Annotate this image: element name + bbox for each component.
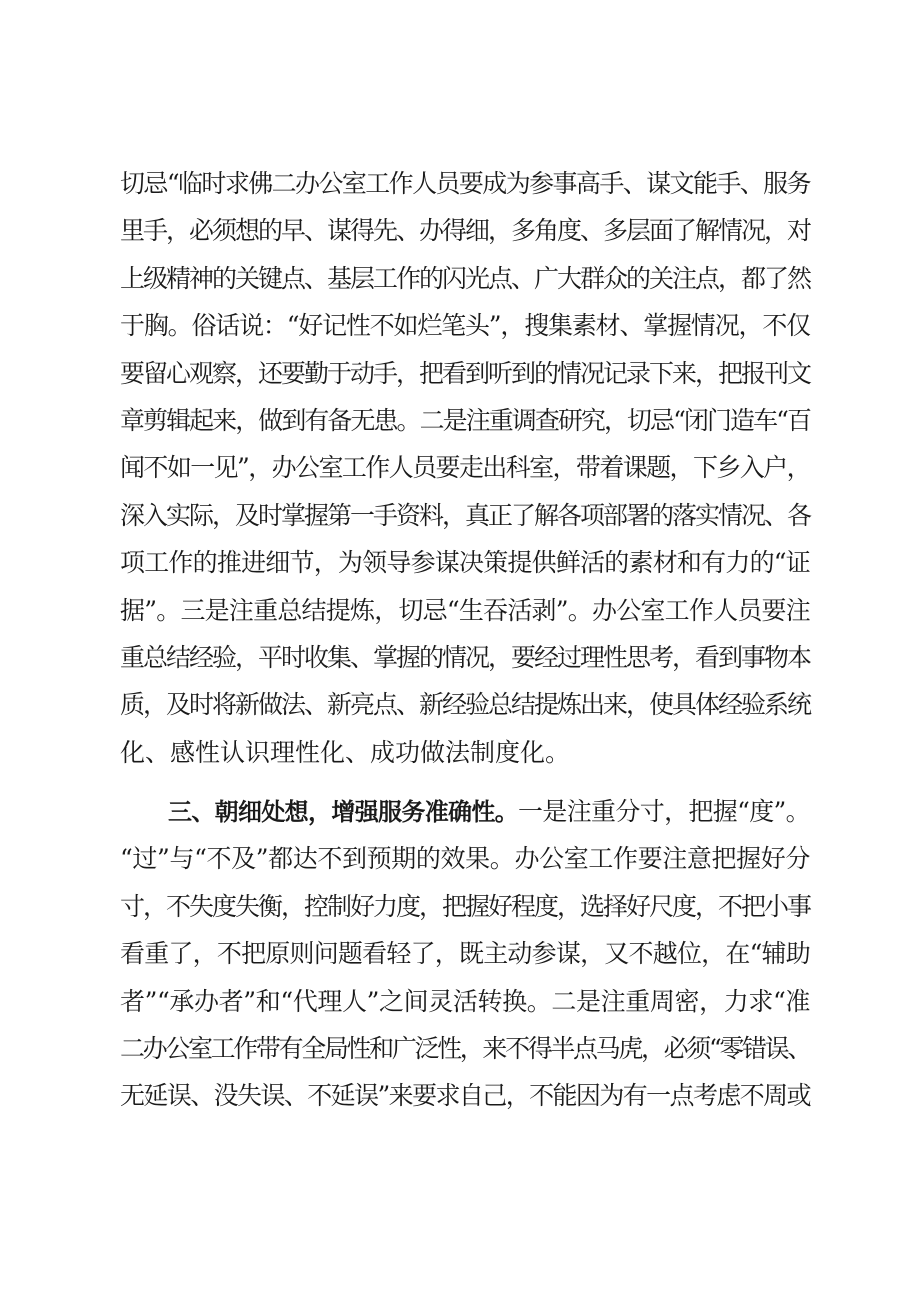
text-line: 要留心观察，还要勤于动手，把看到听到的情况记录下来，把报刊文 <box>120 358 810 388</box>
text-line: 重总结经验，平时收集、掌握的情况，要经过理性思考，看到事物本 <box>120 642 810 672</box>
text-line: 看重了，不把原则问题看轻了，既主动参谋，又不越位，在“辅助 <box>120 939 810 969</box>
text-line: 闻不如一见”，办公室工作人员要走出科室，带着课题，下乡入户， <box>120 453 810 483</box>
document-body <box>120 160 810 1120</box>
text-line: 深入实际，及时掌握第一手资料，真正了解各项部署的落实情况、各 <box>120 500 810 530</box>
text-line: “过”与“不及”都达不到预期的效果。办公室工作要注意把握好分 <box>120 844 810 874</box>
paragraph-2 <box>120 788 810 1120</box>
text-line: 上级精神的关键点、基层工作的闪光点、广大群众的关注点，都了然 <box>120 263 810 293</box>
text-line: 者”“承办者”和“代理人”之间灵活转换。二是注重周密，力求“准 <box>120 986 810 1016</box>
text-line: 质，及时将新做法、新亮点、新经验总结提炼出来，使具体经验系统 <box>120 690 810 720</box>
text-run: 一是注重分寸，把握“度”。 <box>518 797 810 827</box>
section-heading: 三、朝细处想，增强服务准确性。 <box>168 798 519 827</box>
text-line: 据”。三是注重总结提炼，切忌“生吞活剥”。办公室工作人员要注 <box>120 595 810 625</box>
paragraph-1 <box>120 160 810 776</box>
text-line: 切忌“临时求佛二办公室工作人员要成为参事高手、谋文能手、服务 <box>120 169 810 198</box>
text-line: 二办公室工作带有全局性和广泛性，来不得半点马虎，必须“零错误、 <box>120 1034 810 1064</box>
paragraph-first-line <box>120 788 810 835</box>
text-line: 无延误、没失误、不延误”来要求自己，不能因为有一点考虑不周或 <box>120 1081 810 1111</box>
text-line: 项工作的推进细节，为领导参谋决策提供鲜活的素材和有力的“证 <box>120 548 810 578</box>
text-line: 化、感性认识理性化、成功做法制度化。 <box>120 737 571 767</box>
text-line: 里手，必须想的早、谋得先、办得细，多角度、多层面了解情况，对 <box>120 216 810 246</box>
text-line: 于胸。俗话说：“好记性不如烂笔头”，搜集素材、掌握情况，不仅 <box>120 311 810 341</box>
text-line: 寸，不失度失衡，控制好力度，把握好程度，选择好尺度，不把小事 <box>120 891 810 921</box>
text-line: 章剪辑起来，做到有备无患。二是注重调查研究，切忌“闭门造车“百 <box>120 405 810 435</box>
paragraph-gap <box>120 776 810 788</box>
